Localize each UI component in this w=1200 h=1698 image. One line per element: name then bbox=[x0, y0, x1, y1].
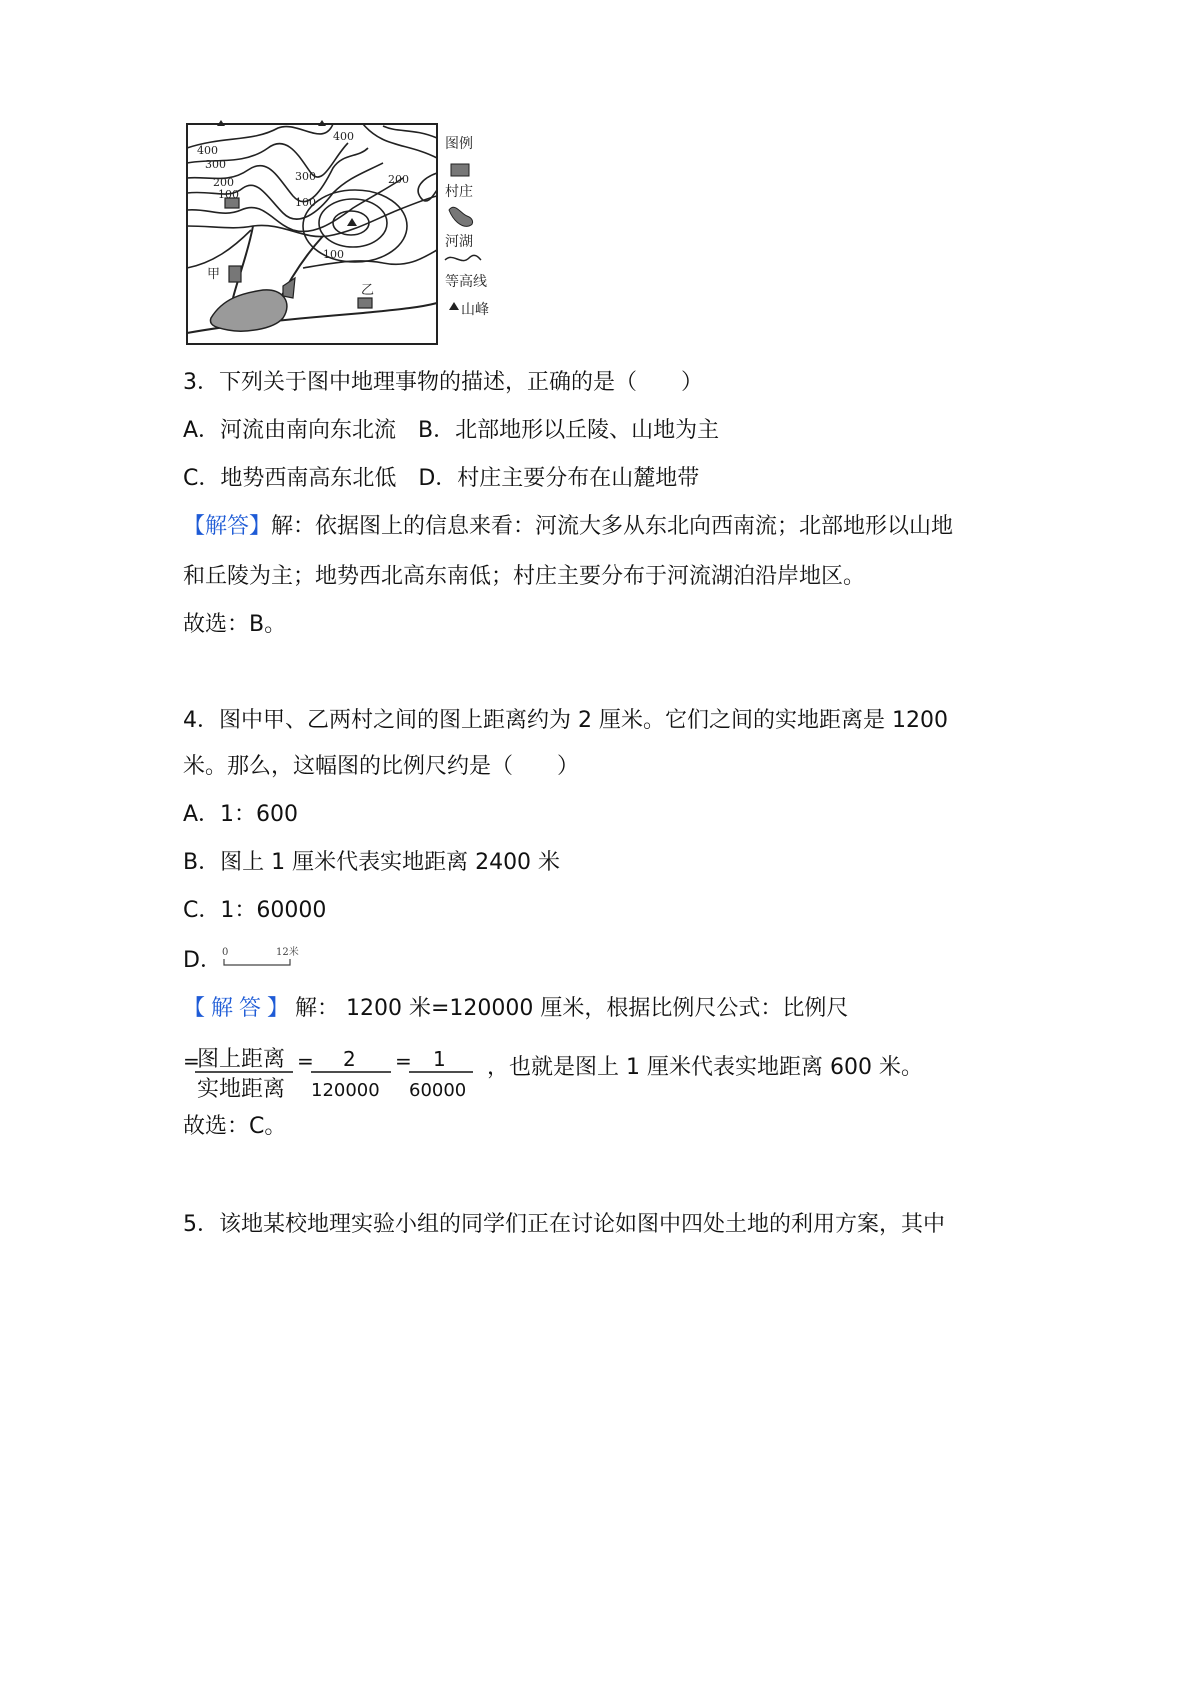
scale-zero: 0 bbox=[222, 947, 229, 958]
fraction-numerator: 2 bbox=[343, 1047, 356, 1071]
svg-text:=: = bbox=[297, 1049, 314, 1073]
scale-bar-figure bbox=[218, 943, 308, 971]
fraction-numerator: 图上距离 bbox=[197, 1047, 286, 1072]
q4-option-c: C．1：60000 bbox=[183, 898, 327, 923]
q4-option-b: B．图上 1 厘米代表实地距离 2400 米 bbox=[183, 850, 561, 875]
q4-answer-text1: 解： 1200 米=120000 厘米，根据比例尺公式：比例尺 bbox=[295, 996, 849, 1021]
q3-options-cd: C．地势西南高东北低 D．村庄主要分布在山麓地带 bbox=[183, 466, 700, 491]
q4-option-d: D． bbox=[183, 948, 222, 973]
legend-peak-icon bbox=[449, 302, 459, 310]
q4-answer-line1 bbox=[183, 994, 848, 1024]
q4-option-a: A．1：600 bbox=[183, 802, 299, 827]
scale-end: 12米 bbox=[276, 947, 299, 958]
contour-label: 200 bbox=[388, 173, 409, 186]
legend-peak: 山峰 bbox=[461, 302, 489, 318]
legend-river: 河湖 bbox=[445, 234, 473, 250]
q4-answer-line2: ，也就是图上 1 厘米代表实地距离 600 米。 bbox=[487, 1055, 923, 1080]
legend-village-icon bbox=[451, 164, 469, 176]
q3-answer-text1: 解：依据图上的信息来看：河流大多从东北向西南流；北部地形以山地 bbox=[271, 514, 954, 539]
contour-label: 100 bbox=[323, 248, 344, 261]
scale-formula bbox=[183, 1042, 483, 1102]
legend-river-icon bbox=[449, 207, 473, 226]
q3-options-ab: A．河流由南向东北流 B．北部地形以丘陵、山地为主 bbox=[183, 418, 720, 443]
q4-stem-line2: 米。那么，这幅图的比例尺约是（ ） bbox=[183, 754, 580, 779]
q3-answer-line2: 和丘陵为主；地势西北高东南低；村庄主要分布于河流湖泊沿岸地区。 bbox=[183, 564, 866, 589]
fraction-denominator: 60000 bbox=[409, 1080, 467, 1101]
q4-stem-line1: 4．图中甲、乙两村之间的图上距离约为 2 厘米。它们之间的实地距离是 1200 bbox=[183, 708, 948, 733]
contour-label: 200 bbox=[213, 176, 234, 189]
legend-title: 图例 bbox=[445, 136, 473, 152]
village-label-jia: 甲 bbox=[207, 267, 221, 282]
answer-tag: 【解答】 bbox=[183, 514, 272, 539]
svg-text:=: = bbox=[395, 1049, 412, 1073]
contour-label: 300 bbox=[205, 158, 226, 171]
q3-answer-line1 bbox=[183, 512, 953, 542]
answer-tag: 【解答】 bbox=[183, 996, 296, 1021]
fraction-denominator: 实地距离 bbox=[197, 1077, 286, 1102]
fraction-numerator: 1 bbox=[433, 1047, 446, 1071]
contour-map-figure bbox=[183, 118, 513, 350]
village-label-yi: 乙 bbox=[361, 283, 375, 298]
legend-village: 村庄 bbox=[445, 184, 473, 200]
contour-label: 100 bbox=[218, 188, 239, 201]
q3-choose: 故选：B。 bbox=[183, 612, 287, 637]
q5-stem-line1: 5．该地某校地理实验小组的同学们正在讨论如图中四处土地的利用方案，其中 bbox=[183, 1212, 945, 1237]
contour-label: 300 bbox=[295, 170, 316, 183]
fraction-denominator: 120000 bbox=[311, 1080, 380, 1101]
contour-label: 400 bbox=[197, 144, 218, 157]
q3-stem: 3．下列关于图中地理事物的描述，正确的是（ ） bbox=[183, 370, 703, 395]
contour-label: 400 bbox=[333, 130, 354, 143]
svg-text:=: = bbox=[183, 1049, 200, 1073]
contour-label: 100 bbox=[295, 196, 316, 209]
legend-contour: 等高线 bbox=[445, 274, 487, 290]
legend-contour-icon bbox=[445, 255, 481, 260]
q4-choose: 故选：C。 bbox=[183, 1114, 287, 1139]
